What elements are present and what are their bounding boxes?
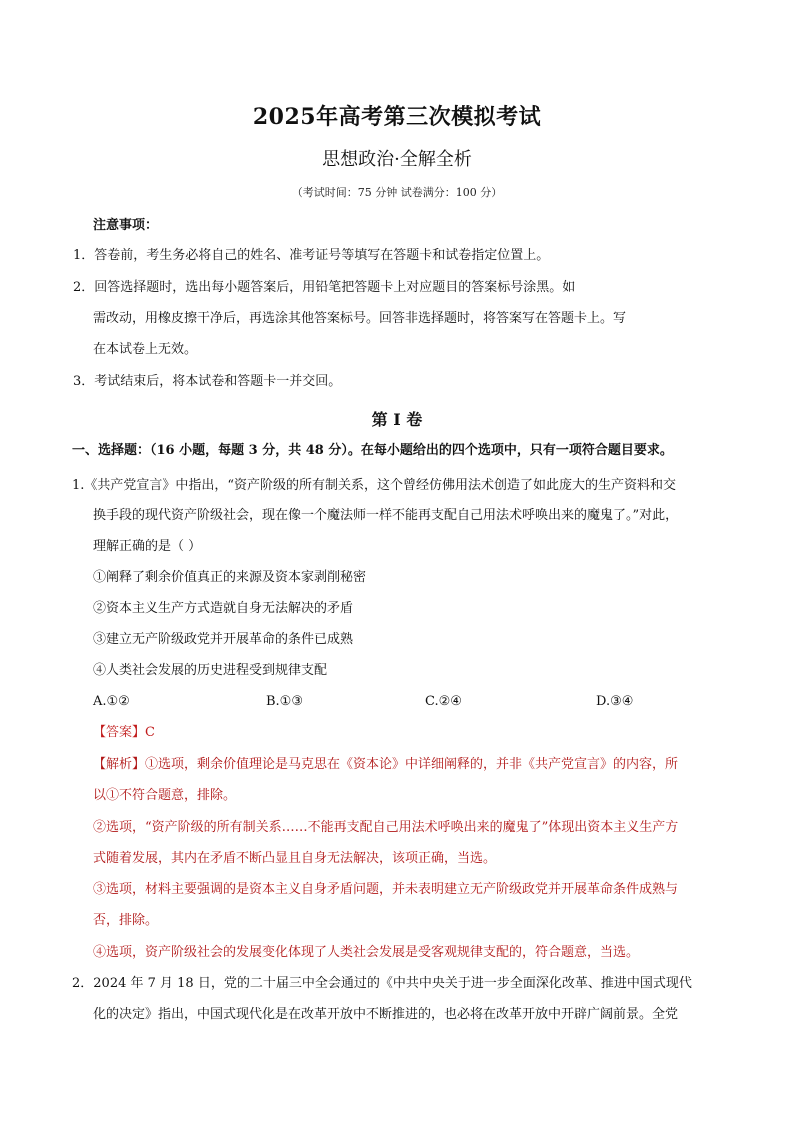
statement-3: ③建立无产阶级政党并开展革命的条件已成熟 bbox=[93, 632, 354, 647]
page-title: 2025年高考第三次模拟考试 bbox=[252, 104, 542, 130]
option-b: B.①③ bbox=[266, 694, 303, 709]
note-item-2-cont: 需改动，用橡皮擦干净后，再选涂其他答案标号。回答非选择题时，将答案写在答题卡上。写 bbox=[93, 311, 627, 326]
analysis-line-4: 式随着发展，其内在矛盾不断凸显且自身无法解决，该项正确，当选。 bbox=[93, 851, 497, 866]
statement-4: ④人类社会发展的历史进程受到规律支配 bbox=[93, 663, 328, 678]
page-subtitle: 思想政治·全解全析 bbox=[322, 149, 472, 170]
question-1-stem-line-3: 理解正确的是（ ） bbox=[93, 539, 202, 554]
analysis-text-1: ①选项，剩余价值理论是马克思在《资本论》中详细阐释的，并非《共产党宣言》的内容，所 bbox=[145, 757, 679, 772]
analysis-line-6: 否，排除。 bbox=[93, 913, 159, 928]
exam-info: （考试时间：75 分钟 试卷满分：100 分） bbox=[291, 186, 503, 199]
note-item-1: 1．答卷前，考生务必将自己的姓名、准考证号等填写在答题卡和试卷指定位置上。 bbox=[73, 248, 550, 263]
question-1-stem-line-1: 1.《共产党宣言》中指出，“资产阶级的所有制关系，这个曾经仿佛用法术创造了如此庞大的生产资料和交 bbox=[72, 478, 677, 493]
answer-value: C bbox=[145, 725, 155, 740]
answer-tag: 【答案】 bbox=[93, 725, 146, 740]
question-2-stem-line-2: 化的决定》指出，中国式现代化是在改革开放中不断推进的，也必将在改革开放中开辟广阔前景。全党 bbox=[93, 1007, 679, 1022]
note-item-2: 2．回答选择题时，选出每小题答案后，用铅笔把答题卡上对应题目的答案标号涂黑。如 bbox=[73, 280, 576, 295]
answer-line bbox=[93, 723, 155, 743]
analysis-line-7: ④选项，资产阶级社会的发展变化体现了人类社会发展是受客观规律支配的，符合题意，当选。 bbox=[93, 945, 640, 960]
notes-heading: 注意事项： bbox=[93, 218, 159, 233]
analysis-line-3: ②选项，“资产阶级的所有制关系……不能再支配自己用法术呼唤出来的魔鬼了”体现出资本主义生产方 bbox=[93, 820, 679, 835]
analysis-line-1 bbox=[93, 755, 678, 775]
section-instruction: 一、选择题：（16 小题，每题 3 分，共 48 分）。在每小题给出的四个选项中，只有一项符合题目要求。 bbox=[72, 443, 673, 458]
note-item-3: 3．考试结束后，将本试卷和答题卡一并交回。 bbox=[73, 374, 342, 389]
option-d: D.③④ bbox=[596, 694, 634, 709]
option-a: A.①② bbox=[93, 694, 130, 709]
question-1-stem-line-2: 换手段的现代资产阶级社会，现在像一个魔法师一样不能再支配自己用法术呼唤出来的魔鬼了。”对此， bbox=[93, 508, 679, 523]
analysis-line-2: 以①不符合题意，排除。 bbox=[93, 788, 237, 803]
statement-2: ②资本主义生产方式造就自身无法解决的矛盾 bbox=[93, 601, 354, 616]
option-c: C.②④ bbox=[425, 694, 462, 709]
question-2-stem-line-1: 2．2024 年 7 月 18 日，党的二十届三中全会通过的《中共中央关于进一步全面深化改革、推进中国式现代 bbox=[72, 976, 692, 991]
analysis-tag: 【解析】 bbox=[93, 757, 146, 772]
note-item-2-cont2: 在本试卷上无效。 bbox=[93, 342, 198, 357]
analysis-line-5: ③选项，材料主要强调的是资本主义自身矛盾问题，并未表明建立无产阶级政党并开展革命条件成熟与 bbox=[93, 882, 679, 897]
statement-1: ①阐释了剩余价值真正的来源及资本家剥削秘密 bbox=[93, 570, 367, 585]
section-title: 第 I 卷 bbox=[371, 410, 423, 429]
